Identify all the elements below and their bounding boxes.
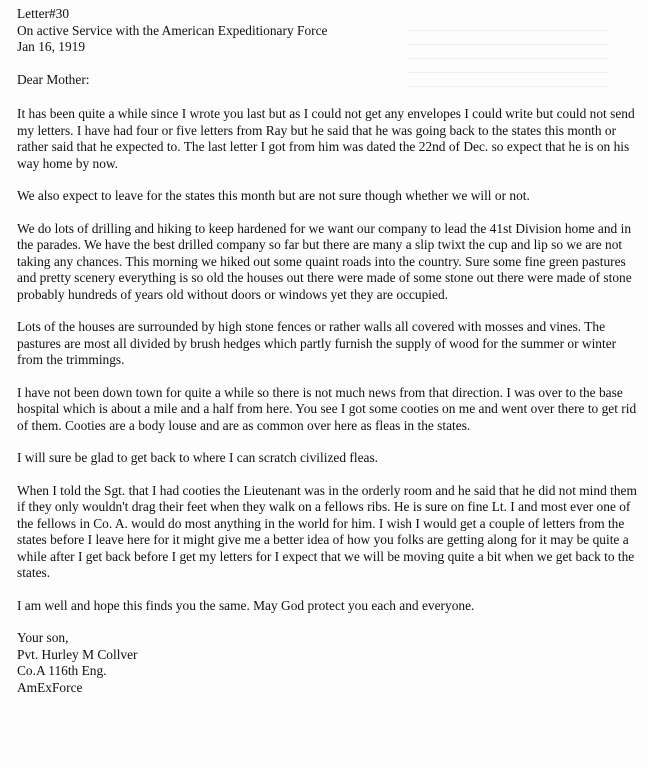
letter-number: Letter#30 bbox=[17, 6, 70, 21]
letter-date: Jan 16, 1919 bbox=[17, 39, 86, 54]
service-line: On active Service with the American Expeditionary Force bbox=[17, 22, 328, 38]
greeting: Dear Mother: bbox=[17, 71, 90, 87]
letter-closing bbox=[17, 630, 640, 696]
signature-name: Pvt. Hurley M Collver bbox=[17, 646, 138, 662]
letter-header bbox=[17, 6, 640, 56]
signature-force: AmExForce bbox=[17, 679, 83, 695]
valediction: Your son, bbox=[17, 630, 69, 645]
paragraph-6: I will sure be glad to get back to where I can scratch civilized fleas. bbox=[17, 450, 379, 465]
signature-unit: Co.A 116th Eng. bbox=[17, 663, 107, 678]
paragraph-5: I have not been down town for quite a while so there is not much news from that direction. I was over to the base hospital which is about a mile and a half from here. You see I got some cooties on me and went over there to get rid of them. Cooties are a body louse and are as common over here as fleas in the states. bbox=[17, 384, 637, 433]
paragraph-3: We do lots of drilling and hiking to keep hardened for we want our company to lead the 41st Division home and in the parades. We have the best drilled company so far but there are many a slip twixt the cup and lip so we are not taking any chances. This morning we hiked out some quaint roads into the country. Sure some fine green pastures and pretty scenery everything is so old the houses out there were made of some stone out there were made of stone probably hundreds of years old without doors or windows yet they are occupied. bbox=[17, 220, 632, 302]
paragraph-1: It has been quite a while since I wrote you last but as I could not get any envelopes I could write but could not send my letters. I have had four or five letters from Ray but he said that he was going back to the states this month or rather said that he expected to. The last letter I got from him was dated the 22nd of Dec. so expect that he is on his way home by now. bbox=[17, 106, 635, 171]
paragraph-2: We also expect to leave for the states this month but are not sure though whether we will or not. bbox=[17, 188, 530, 203]
paragraph-7: When I told the Sgt. that I had cooties the Lieutenant was in the orderly room and he said that he did not mind them if they only wouldn't drag their feet when they walk on a fellows ribs. He is sure on fine Lt. I and most ever one of the fellows in Co. A. would do most anything in the world for him. I wish I would get a couple of letters from the states before I leave here for it might give me a better idea of how you folks are getting along for it may be quite a while after I get back before I get my letters for I expect that we will be moving quite a bit when we get back to the states. bbox=[17, 482, 637, 580]
paragraph-4: Lots of the houses are surrounded by high stone fences or rather walls all covered with mosses and vines. The pastures are most all divided by brush hedges which partly furnish the supply of wood for the summer or winter from the trimmings. bbox=[17, 319, 617, 367]
paragraph-8: I am well and hope this finds you the same. May God protect you each and everyone. bbox=[17, 597, 475, 613]
